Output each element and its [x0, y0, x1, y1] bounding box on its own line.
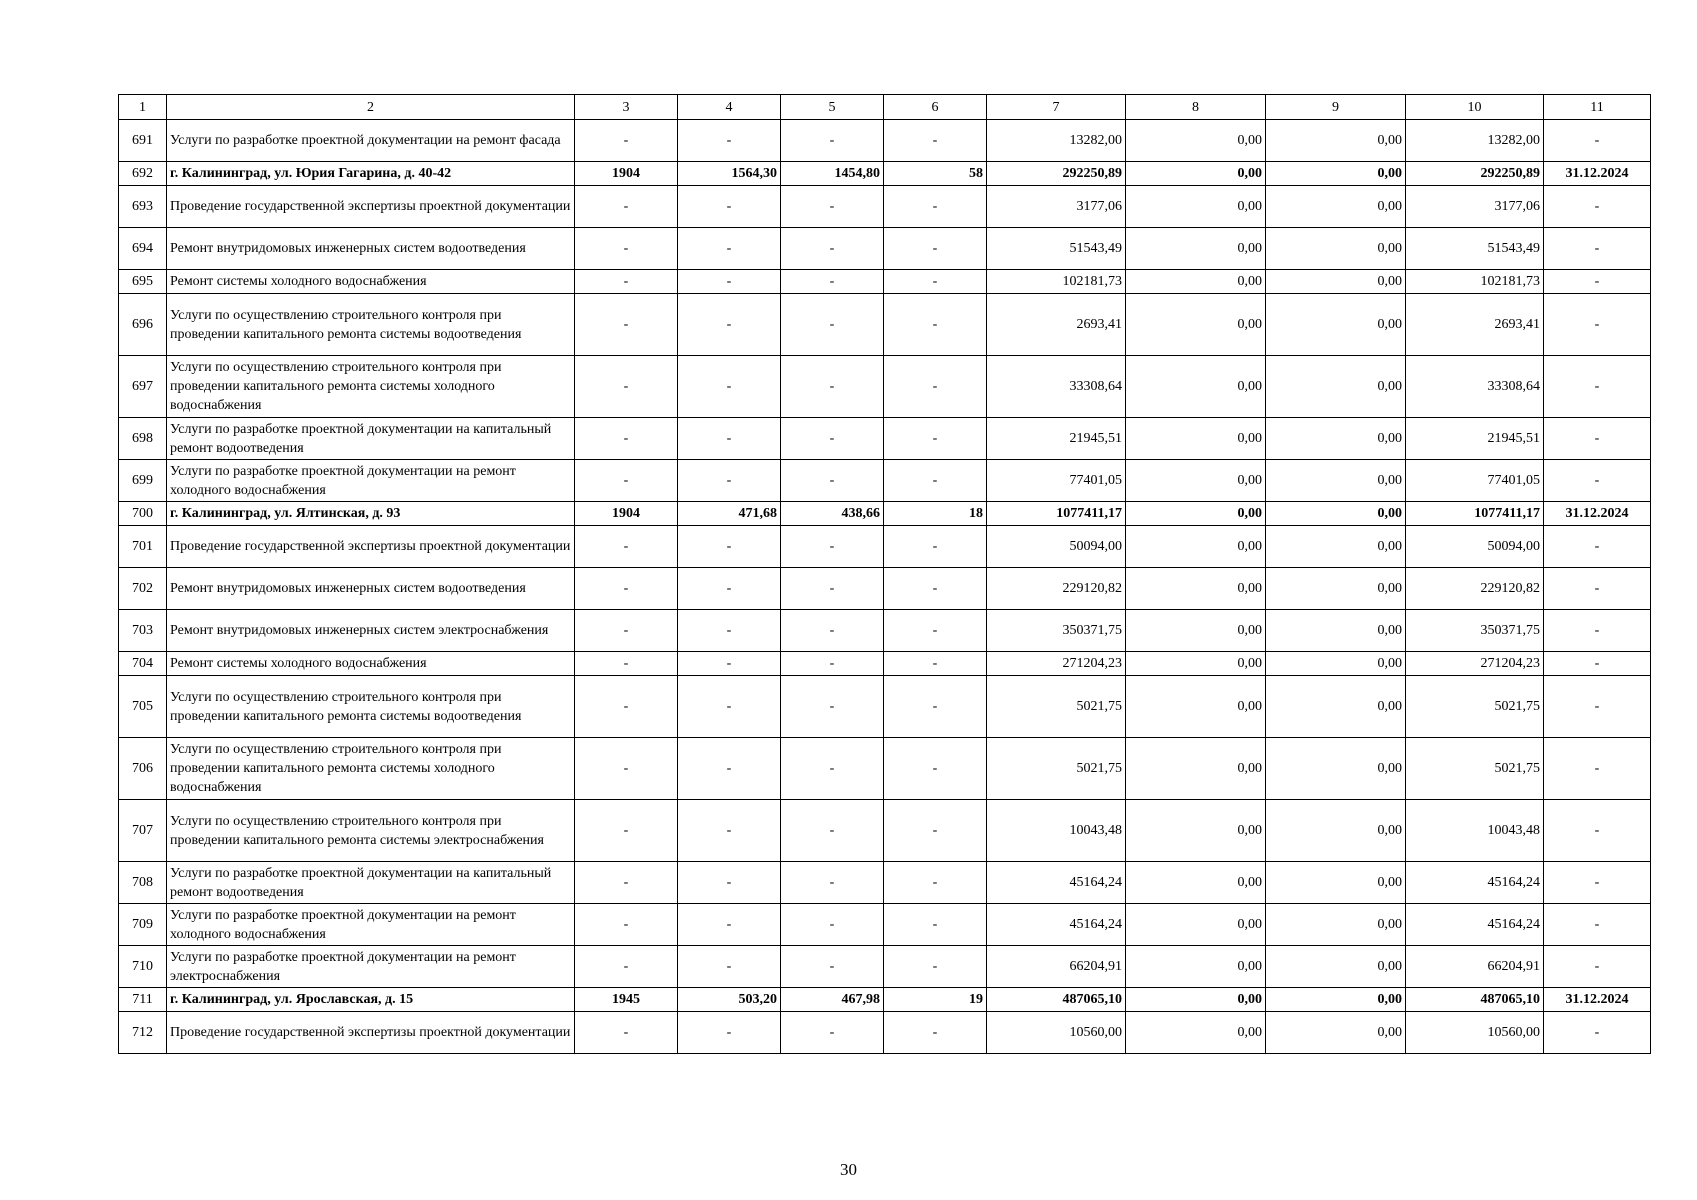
work-name: г. Калининград, ул. Юрия Гагарина, д. 40-42 — [167, 162, 575, 186]
col-8-amount: 0,00 — [1126, 418, 1266, 460]
col-5-value: 467,98 — [781, 988, 884, 1012]
col-6-value: - — [884, 186, 987, 228]
col-10-amount: 13282,00 — [1406, 120, 1544, 162]
col-5-value: - — [781, 418, 884, 460]
col-8-amount: 0,00 — [1126, 294, 1266, 356]
col-8-amount: 0,00 — [1126, 186, 1266, 228]
row-number: 696 — [119, 294, 167, 356]
col-6-value: - — [884, 270, 987, 294]
col-4-value: - — [678, 228, 781, 270]
col-6-value: - — [884, 676, 987, 738]
col-10-amount: 21945,51 — [1406, 418, 1544, 460]
col-9-amount: 0,00 — [1266, 1012, 1406, 1054]
col-8-amount: 0,00 — [1126, 460, 1266, 502]
col-9-amount: 0,00 — [1266, 988, 1406, 1012]
work-name: Ремонт системы холодного водоснабжения — [167, 270, 575, 294]
work-name: Ремонт внутридомовых инженерных систем электроснабжения — [167, 610, 575, 652]
col-9-amount: 0,00 — [1266, 904, 1406, 946]
col-11-date: 31.12.2024 — [1544, 988, 1651, 1012]
col-3-value: - — [575, 738, 678, 800]
col-7-amount: 271204,23 — [987, 652, 1126, 676]
col-8-amount: 0,00 — [1126, 610, 1266, 652]
col-8-amount: 0,00 — [1126, 1012, 1266, 1054]
work-name: Услуги по осуществлению строительного контроля при проведении капитального ремонта системы электроснабжения — [167, 800, 575, 862]
work-name: Услуги по разработке проектной документации на ремонт холодного водоснабжения — [167, 904, 575, 946]
table-row — [119, 652, 1651, 676]
work-name: Услуги по разработке проектной документации на капитальный ремонт водоотведения — [167, 418, 575, 460]
row-number: 712 — [119, 1012, 167, 1054]
row-number: 700 — [119, 502, 167, 526]
col-10-amount: 50094,00 — [1406, 526, 1544, 568]
col-5-value: 438,66 — [781, 502, 884, 526]
column-header: 9 — [1266, 95, 1406, 120]
col-11-date: 31.12.2024 — [1544, 162, 1651, 186]
col-11-date: - — [1544, 904, 1651, 946]
col-6-value: 18 — [884, 502, 987, 526]
col-10-amount: 292250,89 — [1406, 162, 1544, 186]
column-header: 10 — [1406, 95, 1544, 120]
table-body — [119, 120, 1651, 1054]
col-3-value: - — [575, 568, 678, 610]
object-row — [119, 162, 1651, 186]
col-7-amount: 33308,64 — [987, 356, 1126, 418]
col-7-amount: 3177,06 — [987, 186, 1126, 228]
col-8-amount: 0,00 — [1126, 502, 1266, 526]
row-number: 694 — [119, 228, 167, 270]
col-9-amount: 0,00 — [1266, 738, 1406, 800]
col-11-date: 31.12.2024 — [1544, 502, 1651, 526]
table-row — [119, 1012, 1651, 1054]
table-header-row — [119, 95, 1651, 120]
row-number: 707 — [119, 800, 167, 862]
col-8-amount: 0,00 — [1126, 228, 1266, 270]
row-number: 705 — [119, 676, 167, 738]
column-header: 6 — [884, 95, 987, 120]
col-8-amount: 0,00 — [1126, 120, 1266, 162]
col-11-date: - — [1544, 228, 1651, 270]
col-6-value: - — [884, 120, 987, 162]
work-name: Услуги по разработке проектной документации на капитальный ремонт водоотведения — [167, 862, 575, 904]
work-name: Проведение государственной экспертизы проектной документации — [167, 186, 575, 228]
work-name: Услуги по разработке проектной документации на ремонт электроснабжения — [167, 946, 575, 988]
col-10-amount: 10560,00 — [1406, 1012, 1544, 1054]
col-4-value: - — [678, 460, 781, 502]
col-11-date: - — [1544, 460, 1651, 502]
col-7-amount: 45164,24 — [987, 862, 1126, 904]
col-8-amount: 0,00 — [1126, 676, 1266, 738]
table-row — [119, 946, 1651, 988]
col-8-amount: 0,00 — [1126, 568, 1266, 610]
col-4-value: 471,68 — [678, 502, 781, 526]
col-6-value: - — [884, 568, 987, 610]
col-7-amount: 51543,49 — [987, 228, 1126, 270]
col-7-amount: 292250,89 — [987, 162, 1126, 186]
col-7-amount: 1077411,17 — [987, 502, 1126, 526]
col-11-date: - — [1544, 568, 1651, 610]
col-6-value: - — [884, 526, 987, 568]
col-11-date: - — [1544, 946, 1651, 988]
table-row — [119, 294, 1651, 356]
col-7-amount: 21945,51 — [987, 418, 1126, 460]
col-11-date: - — [1544, 862, 1651, 904]
col-9-amount: 0,00 — [1266, 186, 1406, 228]
col-6-value: - — [884, 610, 987, 652]
col-9-amount: 0,00 — [1266, 526, 1406, 568]
col-6-value: - — [884, 460, 987, 502]
column-header: 8 — [1126, 95, 1266, 120]
table-row — [119, 460, 1651, 502]
row-number: 698 — [119, 418, 167, 460]
table-row — [119, 526, 1651, 568]
col-4-value: - — [678, 356, 781, 418]
col-11-date: - — [1544, 186, 1651, 228]
col-10-amount: 5021,75 — [1406, 676, 1544, 738]
col-4-value: - — [678, 270, 781, 294]
col-6-value: - — [884, 738, 987, 800]
table-row — [119, 610, 1651, 652]
work-name: Услуги по осуществлению строительного контроля при проведении капитального ремонта системы водоотведения — [167, 294, 575, 356]
col-3-value: - — [575, 862, 678, 904]
col-10-amount: 77401,05 — [1406, 460, 1544, 502]
col-10-amount: 45164,24 — [1406, 904, 1544, 946]
col-5-value: - — [781, 460, 884, 502]
table-row — [119, 568, 1651, 610]
work-name: г. Калининград, ул. Ярославская, д. 15 — [167, 988, 575, 1012]
col-10-amount: 10043,48 — [1406, 800, 1544, 862]
col-4-value: 1564,30 — [678, 162, 781, 186]
col-6-value: 58 — [884, 162, 987, 186]
object-row — [119, 502, 1651, 526]
col-3-value: - — [575, 270, 678, 294]
col-10-amount: 33308,64 — [1406, 356, 1544, 418]
row-number: 692 — [119, 162, 167, 186]
col-6-value: - — [884, 652, 987, 676]
col-6-value: - — [884, 294, 987, 356]
col-3-value: - — [575, 228, 678, 270]
table-row — [119, 418, 1651, 460]
col-3-value: - — [575, 652, 678, 676]
table-row — [119, 862, 1651, 904]
row-number: 702 — [119, 568, 167, 610]
col-6-value: - — [884, 1012, 987, 1054]
row-number: 695 — [119, 270, 167, 294]
col-3-value: - — [575, 356, 678, 418]
col-3-value: - — [575, 418, 678, 460]
col-9-amount: 0,00 — [1266, 120, 1406, 162]
table-row — [119, 186, 1651, 228]
col-3-value: 1904 — [575, 162, 678, 186]
col-4-value: - — [678, 862, 781, 904]
col-4-value: - — [678, 294, 781, 356]
col-6-value: - — [884, 356, 987, 418]
work-name: Услуги по разработке проектной документации на ремонт холодного водоснабжения — [167, 460, 575, 502]
page-number: 30 — [840, 1160, 857, 1179]
col-7-amount: 487065,10 — [987, 988, 1126, 1012]
col-11-date: - — [1544, 120, 1651, 162]
col-10-amount: 66204,91 — [1406, 946, 1544, 988]
col-4-value: - — [678, 186, 781, 228]
col-5-value: - — [781, 526, 884, 568]
column-header: 3 — [575, 95, 678, 120]
col-3-value: - — [575, 800, 678, 862]
row-number: 693 — [119, 186, 167, 228]
col-3-value: - — [575, 186, 678, 228]
col-9-amount: 0,00 — [1266, 568, 1406, 610]
col-3-value: - — [575, 1012, 678, 1054]
work-name: Ремонт внутридомовых инженерных систем водоотведения — [167, 568, 575, 610]
col-10-amount: 1077411,17 — [1406, 502, 1544, 526]
col-5-value: - — [781, 862, 884, 904]
row-number: 691 — [119, 120, 167, 162]
col-3-value: - — [575, 946, 678, 988]
row-number: 710 — [119, 946, 167, 988]
col-8-amount: 0,00 — [1126, 904, 1266, 946]
col-7-amount: 50094,00 — [987, 526, 1126, 568]
col-11-date: - — [1544, 738, 1651, 800]
col-4-value: - — [678, 120, 781, 162]
col-5-value: - — [781, 568, 884, 610]
col-7-amount: 66204,91 — [987, 946, 1126, 988]
col-8-amount: 0,00 — [1126, 946, 1266, 988]
col-10-amount: 350371,75 — [1406, 610, 1544, 652]
col-3-value: - — [575, 610, 678, 652]
col-5-value: - — [781, 610, 884, 652]
col-5-value: - — [781, 120, 884, 162]
work-name: Услуги по разработке проектной документации на ремонт фасада — [167, 120, 575, 162]
column-header: 2 — [167, 95, 575, 120]
col-9-amount: 0,00 — [1266, 270, 1406, 294]
row-number: 711 — [119, 988, 167, 1012]
col-10-amount: 2693,41 — [1406, 294, 1544, 356]
col-3-value: - — [575, 526, 678, 568]
work-name: Услуги по осуществлению строительного контроля при проведении капитального ремонта системы холодного водоснабжения — [167, 738, 575, 800]
col-5-value: - — [781, 228, 884, 270]
table-row — [119, 800, 1651, 862]
table-row — [119, 120, 1651, 162]
col-8-amount: 0,00 — [1126, 270, 1266, 294]
col-5-value: - — [781, 946, 884, 988]
col-9-amount: 0,00 — [1266, 356, 1406, 418]
col-9-amount: 0,00 — [1266, 228, 1406, 270]
col-7-amount: 10043,48 — [987, 800, 1126, 862]
col-6-value: - — [884, 228, 987, 270]
col-5-value: - — [781, 652, 884, 676]
col-5-value: - — [781, 356, 884, 418]
col-11-date: - — [1544, 800, 1651, 862]
work-name: Услуги по осуществлению строительного контроля при проведении капитального ремонта системы водоотведения — [167, 676, 575, 738]
col-4-value: - — [678, 676, 781, 738]
col-4-value: 503,20 — [678, 988, 781, 1012]
col-5-value: - — [781, 738, 884, 800]
col-9-amount: 0,00 — [1266, 652, 1406, 676]
work-name: Проведение государственной экспертизы проектной документации — [167, 1012, 575, 1054]
column-header: 1 — [119, 95, 167, 120]
col-4-value: - — [678, 418, 781, 460]
work-name: Ремонт внутридомовых инженерных систем водоотведения — [167, 228, 575, 270]
col-3-value: - — [575, 294, 678, 356]
row-number: 709 — [119, 904, 167, 946]
col-9-amount: 0,00 — [1266, 162, 1406, 186]
column-header: 7 — [987, 95, 1126, 120]
column-header: 11 — [1544, 95, 1651, 120]
table-row — [119, 356, 1651, 418]
col-8-amount: 0,00 — [1126, 652, 1266, 676]
col-8-amount: 0,00 — [1126, 526, 1266, 568]
col-11-date: - — [1544, 652, 1651, 676]
col-6-value: 19 — [884, 988, 987, 1012]
col-5-value: - — [781, 1012, 884, 1054]
table-row — [119, 676, 1651, 738]
register-table — [118, 94, 1651, 1054]
row-number: 697 — [119, 356, 167, 418]
col-7-amount: 229120,82 — [987, 568, 1126, 610]
col-5-value: - — [781, 270, 884, 294]
col-6-value: - — [884, 800, 987, 862]
col-3-value: - — [575, 904, 678, 946]
col-7-amount: 77401,05 — [987, 460, 1126, 502]
col-8-amount: 0,00 — [1126, 988, 1266, 1012]
col-6-value: - — [884, 862, 987, 904]
col-11-date: - — [1544, 270, 1651, 294]
row-number: 703 — [119, 610, 167, 652]
col-11-date: - — [1544, 526, 1651, 568]
col-6-value: - — [884, 946, 987, 988]
work-name: Ремонт системы холодного водоснабжения — [167, 652, 575, 676]
col-6-value: - — [884, 904, 987, 946]
col-9-amount: 0,00 — [1266, 418, 1406, 460]
col-8-amount: 0,00 — [1126, 738, 1266, 800]
col-3-value: - — [575, 676, 678, 738]
col-11-date: - — [1544, 294, 1651, 356]
row-number: 706 — [119, 738, 167, 800]
col-7-amount: 13282,00 — [987, 120, 1126, 162]
col-7-amount: 45164,24 — [987, 904, 1126, 946]
work-name: Проведение государственной экспертизы проектной документации — [167, 526, 575, 568]
col-7-amount: 5021,75 — [987, 676, 1126, 738]
col-4-value: - — [678, 652, 781, 676]
col-10-amount: 487065,10 — [1406, 988, 1544, 1012]
col-10-amount: 229120,82 — [1406, 568, 1544, 610]
work-name: г. Калининград, ул. Ялтинская, д. 93 — [167, 502, 575, 526]
col-5-value: 1454,80 — [781, 162, 884, 186]
col-4-value: - — [678, 738, 781, 800]
col-4-value: - — [678, 904, 781, 946]
col-4-value: - — [678, 526, 781, 568]
col-5-value: - — [781, 676, 884, 738]
col-11-date: - — [1544, 356, 1651, 418]
col-10-amount: 102181,73 — [1406, 270, 1544, 294]
column-header: 4 — [678, 95, 781, 120]
col-11-date: - — [1544, 1012, 1651, 1054]
col-11-date: - — [1544, 676, 1651, 738]
col-7-amount: 5021,75 — [987, 738, 1126, 800]
col-3-value: 1904 — [575, 502, 678, 526]
col-3-value: - — [575, 120, 678, 162]
table-row — [119, 904, 1651, 946]
col-10-amount: 3177,06 — [1406, 186, 1544, 228]
table-row — [119, 270, 1651, 294]
row-number: 704 — [119, 652, 167, 676]
col-6-value: - — [884, 418, 987, 460]
col-7-amount: 350371,75 — [987, 610, 1126, 652]
col-9-amount: 0,00 — [1266, 946, 1406, 988]
col-8-amount: 0,00 — [1126, 800, 1266, 862]
col-11-date: - — [1544, 418, 1651, 460]
col-3-value: 1945 — [575, 988, 678, 1012]
col-9-amount: 0,00 — [1266, 800, 1406, 862]
col-7-amount: 2693,41 — [987, 294, 1126, 356]
col-4-value: - — [678, 610, 781, 652]
object-row — [119, 988, 1651, 1012]
col-5-value: - — [781, 186, 884, 228]
col-8-amount: 0,00 — [1126, 356, 1266, 418]
col-7-amount: 102181,73 — [987, 270, 1126, 294]
row-number: 708 — [119, 862, 167, 904]
column-header: 5 — [781, 95, 884, 120]
work-name: Услуги по осуществлению строительного контроля при проведении капитального ремонта системы холодного водоснабжения — [167, 356, 575, 418]
col-9-amount: 0,00 — [1266, 610, 1406, 652]
col-9-amount: 0,00 — [1266, 502, 1406, 526]
row-number: 701 — [119, 526, 167, 568]
col-8-amount: 0,00 — [1126, 862, 1266, 904]
col-4-value: - — [678, 800, 781, 862]
col-10-amount: 45164,24 — [1406, 862, 1544, 904]
col-11-date: - — [1544, 610, 1651, 652]
col-5-value: - — [781, 800, 884, 862]
col-5-value: - — [781, 294, 884, 356]
col-3-value: - — [575, 460, 678, 502]
col-10-amount: 51543,49 — [1406, 228, 1544, 270]
col-4-value: - — [678, 1012, 781, 1054]
col-8-amount: 0,00 — [1126, 162, 1266, 186]
col-4-value: - — [678, 568, 781, 610]
col-9-amount: 0,00 — [1266, 676, 1406, 738]
col-9-amount: 0,00 — [1266, 460, 1406, 502]
table-row — [119, 738, 1651, 800]
col-10-amount: 271204,23 — [1406, 652, 1544, 676]
table-row — [119, 228, 1651, 270]
col-4-value: - — [678, 946, 781, 988]
col-9-amount: 0,00 — [1266, 862, 1406, 904]
col-9-amount: 0,00 — [1266, 294, 1406, 356]
col-7-amount: 10560,00 — [987, 1012, 1126, 1054]
col-10-amount: 5021,75 — [1406, 738, 1544, 800]
row-number: 699 — [119, 460, 167, 502]
col-5-value: - — [781, 904, 884, 946]
